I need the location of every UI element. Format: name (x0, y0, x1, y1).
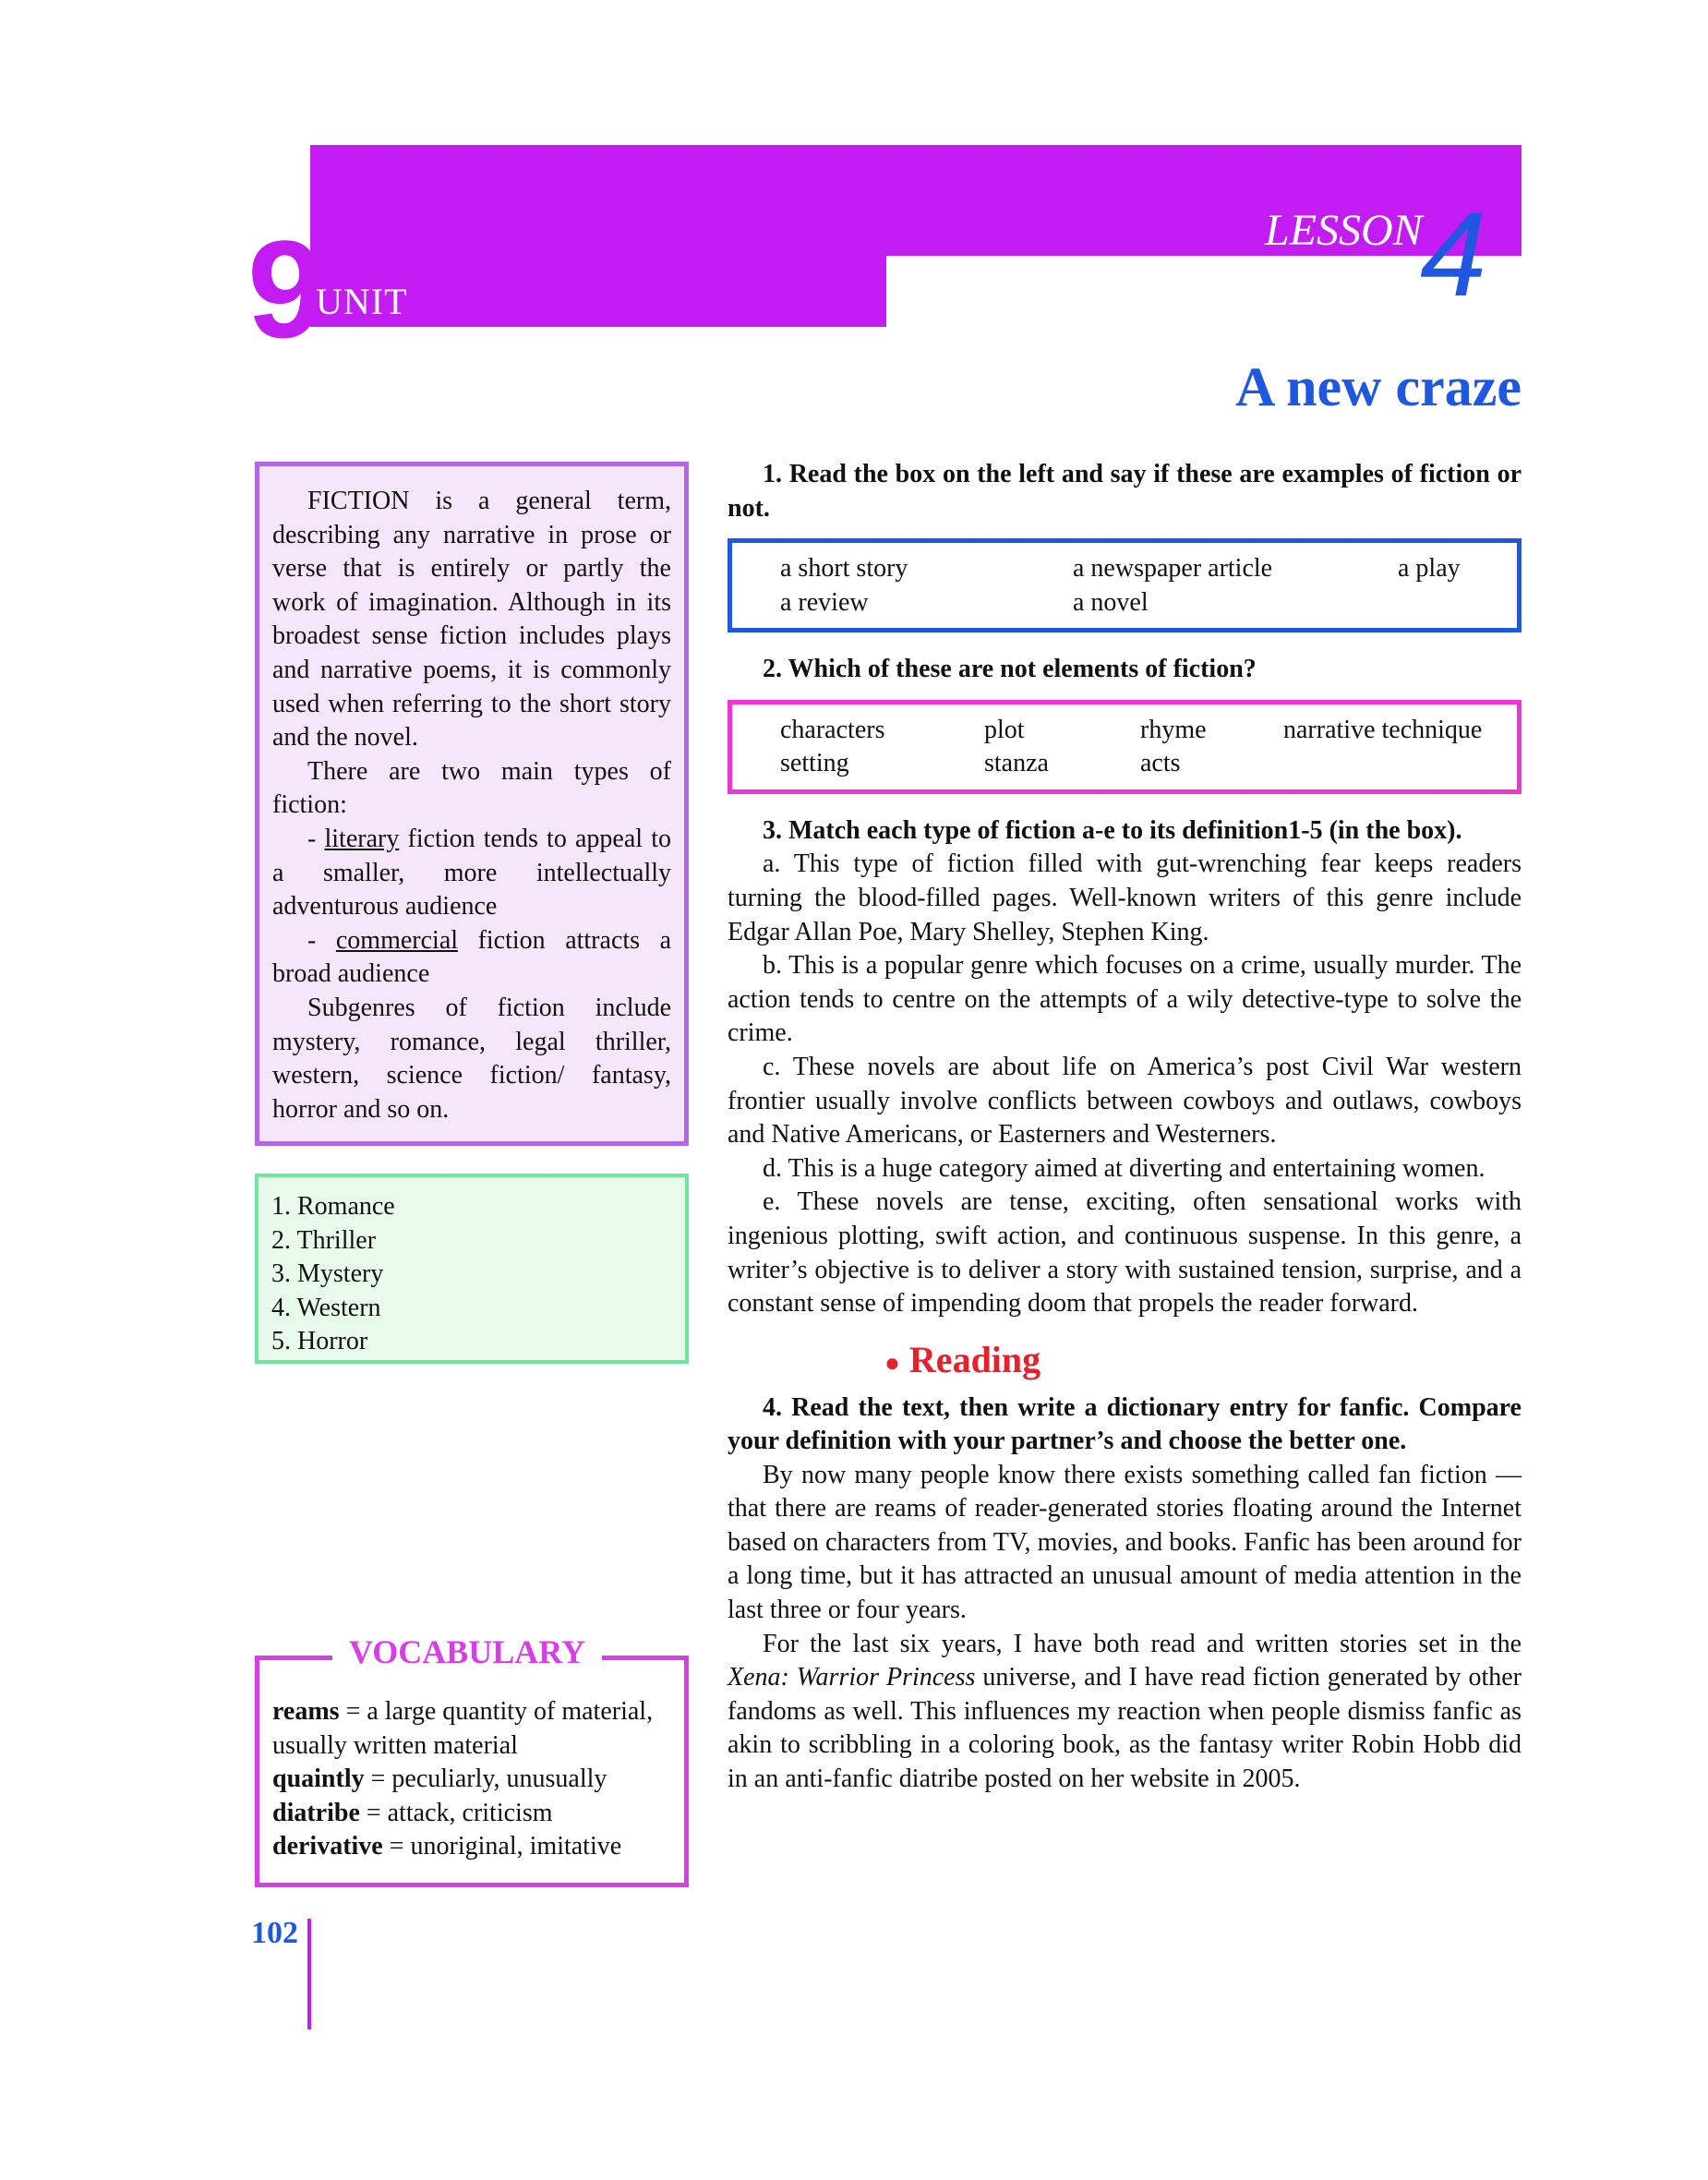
para2-rest: universe, and I have read fiction generated by other fandoms as well. This influences my reaction when people dismiss fanfic as akin to scribbling in a coloring book, as the fantasy writer Robin Hobb did in an anti-fanfic diatribe posted on her website in 2005. (728, 1663, 1522, 1794)
literary-prefix: - (307, 824, 325, 853)
vocab-definition: = peculiarly, unusually (364, 1764, 607, 1794)
unit-number: 9 (247, 211, 325, 367)
unit-label: UNIT (316, 281, 408, 322)
fiction-info-box (255, 462, 689, 1146)
reading-heading (728, 1338, 1522, 1386)
q2-instruction: 2. Which of these are not elements of fiction? (763, 655, 1257, 684)
vocab-term: diatribe (272, 1798, 360, 1827)
vocab-item (272, 1695, 671, 1763)
q4-instruction: 4. Read the text, then write a dictionary entry for fanfic. Compare your definition with your partner’s and choose the better one. (728, 1392, 1522, 1456)
list-item: 3. Mystery (271, 1259, 384, 1289)
fiction-definition: FICTION is a general term, describing any narrative in prose or verse that is entirely or partly the work of imagination. Although in its broadest sense fiction includes plays and narrative poems, it is commonly used when referring to the short story and the novel. (272, 487, 671, 753)
vocab-definition: = unoriginal, imitative (382, 1832, 622, 1861)
fiction-types-intro: There are two main types of fiction: (272, 756, 671, 820)
reading-heading-text: Reading (908, 1338, 1041, 1380)
vocab-term: quaintly (272, 1764, 365, 1794)
genre-description: c. These novels are about life on America’s post Civil War western frontier usually involve conflicts between cowboys and outlaws, cowboys and Native Americans, or Easterners and Westerners. (728, 1052, 1522, 1150)
vocab-term: derivative (272, 1832, 383, 1861)
q1-instruction: 1. Read the box on the left and say if these are examples of fiction or not. (728, 460, 1522, 523)
word-item: narrative technique (1283, 715, 1483, 744)
q1-word-box (728, 538, 1522, 632)
bullet-icon: ● (884, 1348, 900, 1378)
commercial-term: commercial (335, 925, 459, 955)
vocab-term: reams (272, 1697, 340, 1726)
para2-start: For the last six years, I have both read and written stories set in the (763, 1629, 1522, 1658)
reading-paragraph (728, 1628, 1522, 1797)
word-item: rhyme (1140, 715, 1207, 744)
word-item: a review (780, 587, 869, 617)
vocab-item (272, 1763, 671, 1797)
genre-description: b. This is a popular genre which focuses on a crime, usually murder. The action tends to centre on the attempts of a wily detective-type to solve the crime. (728, 951, 1522, 1048)
q2-row (780, 714, 1517, 748)
lesson-number: 4 (1420, 187, 1487, 321)
word-item: plot (984, 715, 1025, 744)
q3-instruction: 3. Match each type of fiction a-e to its definition1-5 (in the box). (763, 815, 1462, 845)
word-item: setting (780, 749, 849, 778)
q1-row (780, 586, 1517, 620)
definitions-list-box (255, 1174, 689, 1364)
para2-title: Xena: Warrior Princess (728, 1663, 976, 1692)
lesson-label: LESSON (1265, 206, 1423, 255)
genre-description: a. This type of fiction filled with gut-wrenching fear keeps readers turning the blood-filled pages. Well-known writers of this genre include Edgar Allan Poe, Mary Shelley, Stephen King. (728, 849, 1522, 946)
genre-description: d. This is a huge category aimed at diverting and entertaining women. (763, 1153, 1485, 1183)
vocabulary-box (255, 1656, 689, 1887)
page-number: 102 (251, 1916, 298, 1950)
q1-row (780, 552, 1517, 586)
q2-word-box (728, 700, 1522, 794)
list-item: 4. Western (271, 1293, 381, 1322)
page-number-rule (307, 1919, 311, 2029)
word-item: a play (1398, 554, 1461, 584)
vocab-item (272, 1797, 671, 1831)
genre-description: e. These novels are tense, exciting, often sensational works with ingenious plotting, swift action, and continuous suspense. In this genre, a writer’s objective is to deliver a story with sustained tension, surprise, and a constant sense of impending doom that propels the reader forward. (728, 1187, 1522, 1319)
q2-row (780, 747, 1517, 781)
word-item: acts (1140, 749, 1181, 778)
word-item: a short story (780, 554, 908, 584)
vocabulary-title: VOCABULARY (332, 1632, 602, 1671)
vocab-item (272, 1830, 671, 1864)
commercial-description: fiction attracts a broad audience (272, 925, 672, 989)
word-item: a novel (1073, 587, 1149, 617)
reading-paragraph: By now many people know there exists something called fan fiction — that there are reams of reader-generated stories floating around the Internet based on characters from TV, movies, and books. Fanfic has been around for a long time, but it has attracted an unusual amount of media attention in the last three or four years. (728, 1460, 1522, 1625)
list-item: 1. Romance (271, 1192, 395, 1221)
subgenres-note: Subgenres of fiction include mystery, romance, legal thriller, western, science fiction/ fantasy, horror and so on. (272, 993, 671, 1124)
literary-term: literary (324, 824, 400, 853)
word-item: stanza (984, 749, 1049, 778)
commercial-prefix: - (307, 925, 336, 955)
vocab-definition: = a large quantity of material, usually written material (272, 1697, 654, 1760)
vocab-definition: = attack, criticism (359, 1798, 553, 1827)
literary-fiction-note (272, 823, 671, 924)
literary-description: fiction tends to appeal to a smaller, more intellectually adventurous audience (272, 824, 671, 921)
word-item: a newspaper article (1073, 554, 1273, 584)
word-item: characters (780, 715, 885, 744)
commercial-fiction-note (272, 924, 671, 992)
main-column (728, 458, 1522, 1797)
lesson-title: A new craze (1235, 356, 1522, 417)
list-item: 5. Horror (271, 1327, 368, 1356)
list-item: 2. Thriller (271, 1225, 377, 1255)
